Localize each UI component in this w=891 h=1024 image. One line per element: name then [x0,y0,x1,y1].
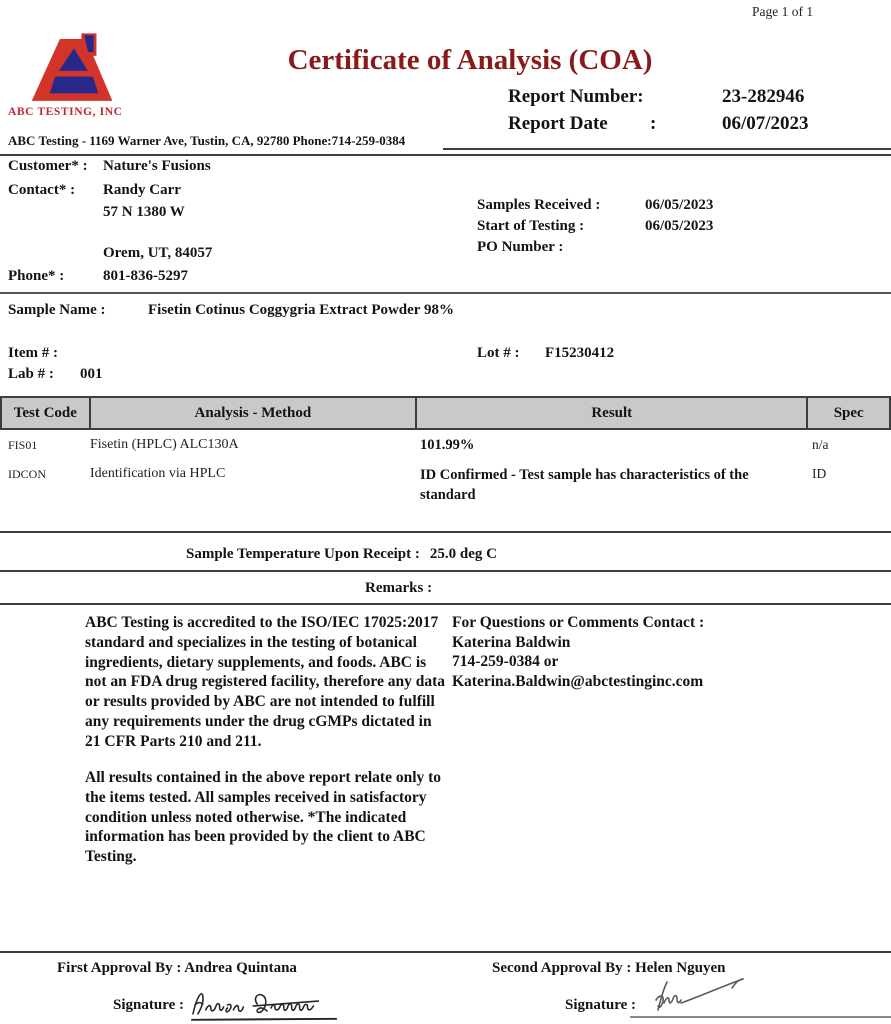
table-row-1-method: Fisetin (HPLC) ALC130A [90,437,239,452]
remarks-divider [0,603,891,605]
remarks-label: Remarks : [365,580,433,596]
signature-helen-nguyen [648,976,758,1018]
contact-label: Contact* : [8,182,76,198]
results-table-header [0,396,891,430]
first-approval [57,960,297,977]
phone-value: 801-836-5297 [103,268,188,284]
report-date-colon: : [650,113,657,134]
table-row-1-result: 101.99% [420,437,475,453]
samples-received-label: Samples Received : [477,197,601,213]
table-row-1-test-code: FIS01 [8,438,38,452]
lot-number-label: Lot # : [477,345,520,361]
report-number-label: Report Number: [508,86,644,107]
second-approval-label: Second Approval By : [492,960,632,976]
customer-name: Nature's Fusions [103,158,211,174]
first-approval-name: Andrea Quintana [184,960,297,976]
abc-testing-logo-icon [28,33,118,105]
table-row-2-test-code: IDCON [8,467,46,481]
signature-label-second: Signature : [565,997,636,1013]
contact-heading: For Questions or Comments Contact : [452,614,705,631]
customer-section-divider [0,292,891,294]
sample-name-label: Sample Name : [8,302,106,318]
temperature-label: Sample Temperature Upon Receipt : [186,546,420,562]
temperature-value: 25.0 deg C [429,546,497,562]
contact-name: Randy Carr [103,182,181,198]
questions-contact-block [452,613,762,692]
lab-number-label: Lab # : [8,366,54,382]
report-date-label: Report Date [508,113,608,134]
samples-received-value: 06/05/2023 [645,197,714,213]
results-divider [0,531,891,533]
temperature-row [186,546,497,563]
contact-email: Katerina.Baldwin@abctestinginc.com [452,673,704,691]
table-row-2-result: ID Confirmed - Test sample has characteristics of the standard [420,467,749,503]
temperature-divider [0,570,891,572]
contact-person-name: Katerina Baldwin [452,633,571,651]
table-row-1-spec: n/a [812,437,829,452]
report-number-value: 23-282946 [722,86,805,107]
lot-number-value: F15230412 [545,345,615,361]
logo-text: ABC TESTING, INC [8,106,123,118]
contact-phone: 714-259-0384 or [452,653,559,671]
report-divider [443,148,891,150]
col-header-test-code: Test Code [13,404,77,421]
table-row-2-spec: ID [812,466,827,481]
first-approval-label: First Approval By : [57,960,182,976]
page-indicator: Page 1 of 1 [752,4,814,19]
second-approval [492,960,726,977]
approvals-divider [0,951,891,953]
table-row-2-method: Identification via HPLC [90,466,226,481]
customer-address-line2: Orem, UT, 84057 [103,245,213,261]
report-date-value: 06/07/2023 [722,113,809,134]
page-title: Certificate of Analysis (COA) [287,44,653,76]
start-of-testing-value: 06/05/2023 [645,218,714,234]
bottom-rule [630,1016,891,1018]
item-number-label: Item # : [8,345,58,361]
disclaimer-paragraph-2: All results contained in the above report relate only to the items tested. All samples received in satisfactory condition unless noted otherwise. *The indicated information has been provided by the client to ABC Testing. [85,769,442,866]
disclaimer-paragraph-1: ABC Testing is accredited to the ISO/IEC 17025:2017 standard and specializes in the testing of botanical ingredients, dietary supplements, and foods. ABC is not an FDA drug registered facility, therefore any data or results provided by ABC are not intended to fulfill any requirements under the drug cGMPs dictated in 21 CFR Parts 210 and 211. [85,614,446,750]
start-of-testing-label: Start of Testing : [477,218,585,234]
col-header-result: Result [415,398,806,428]
lab-address: ABC Testing - 1169 Warner Ave, Tustin, CA, 92780 Phone:714-259-0384 [8,133,406,148]
signature-label-first: Signature : [113,997,184,1013]
lab-number-value: 001 [80,366,103,382]
signature-andrea-quintana [190,986,348,1024]
header-divider [0,154,891,156]
phone-label: Phone* : [8,268,65,284]
remarks-row [365,580,442,597]
po-number-label: PO Number : [477,239,564,255]
second-approval-name: Helen Nguyen [635,960,726,976]
customer-label: Customer* : [8,158,88,174]
col-header-spec: Spec [806,398,889,428]
col-header-analysis-method: Analysis - Method [89,398,416,428]
sample-name-value: Fisetin Cotinus Coggygria Extract Powder 98% [148,302,454,318]
customer-address-line1: 57 N 1380 W [103,204,185,220]
